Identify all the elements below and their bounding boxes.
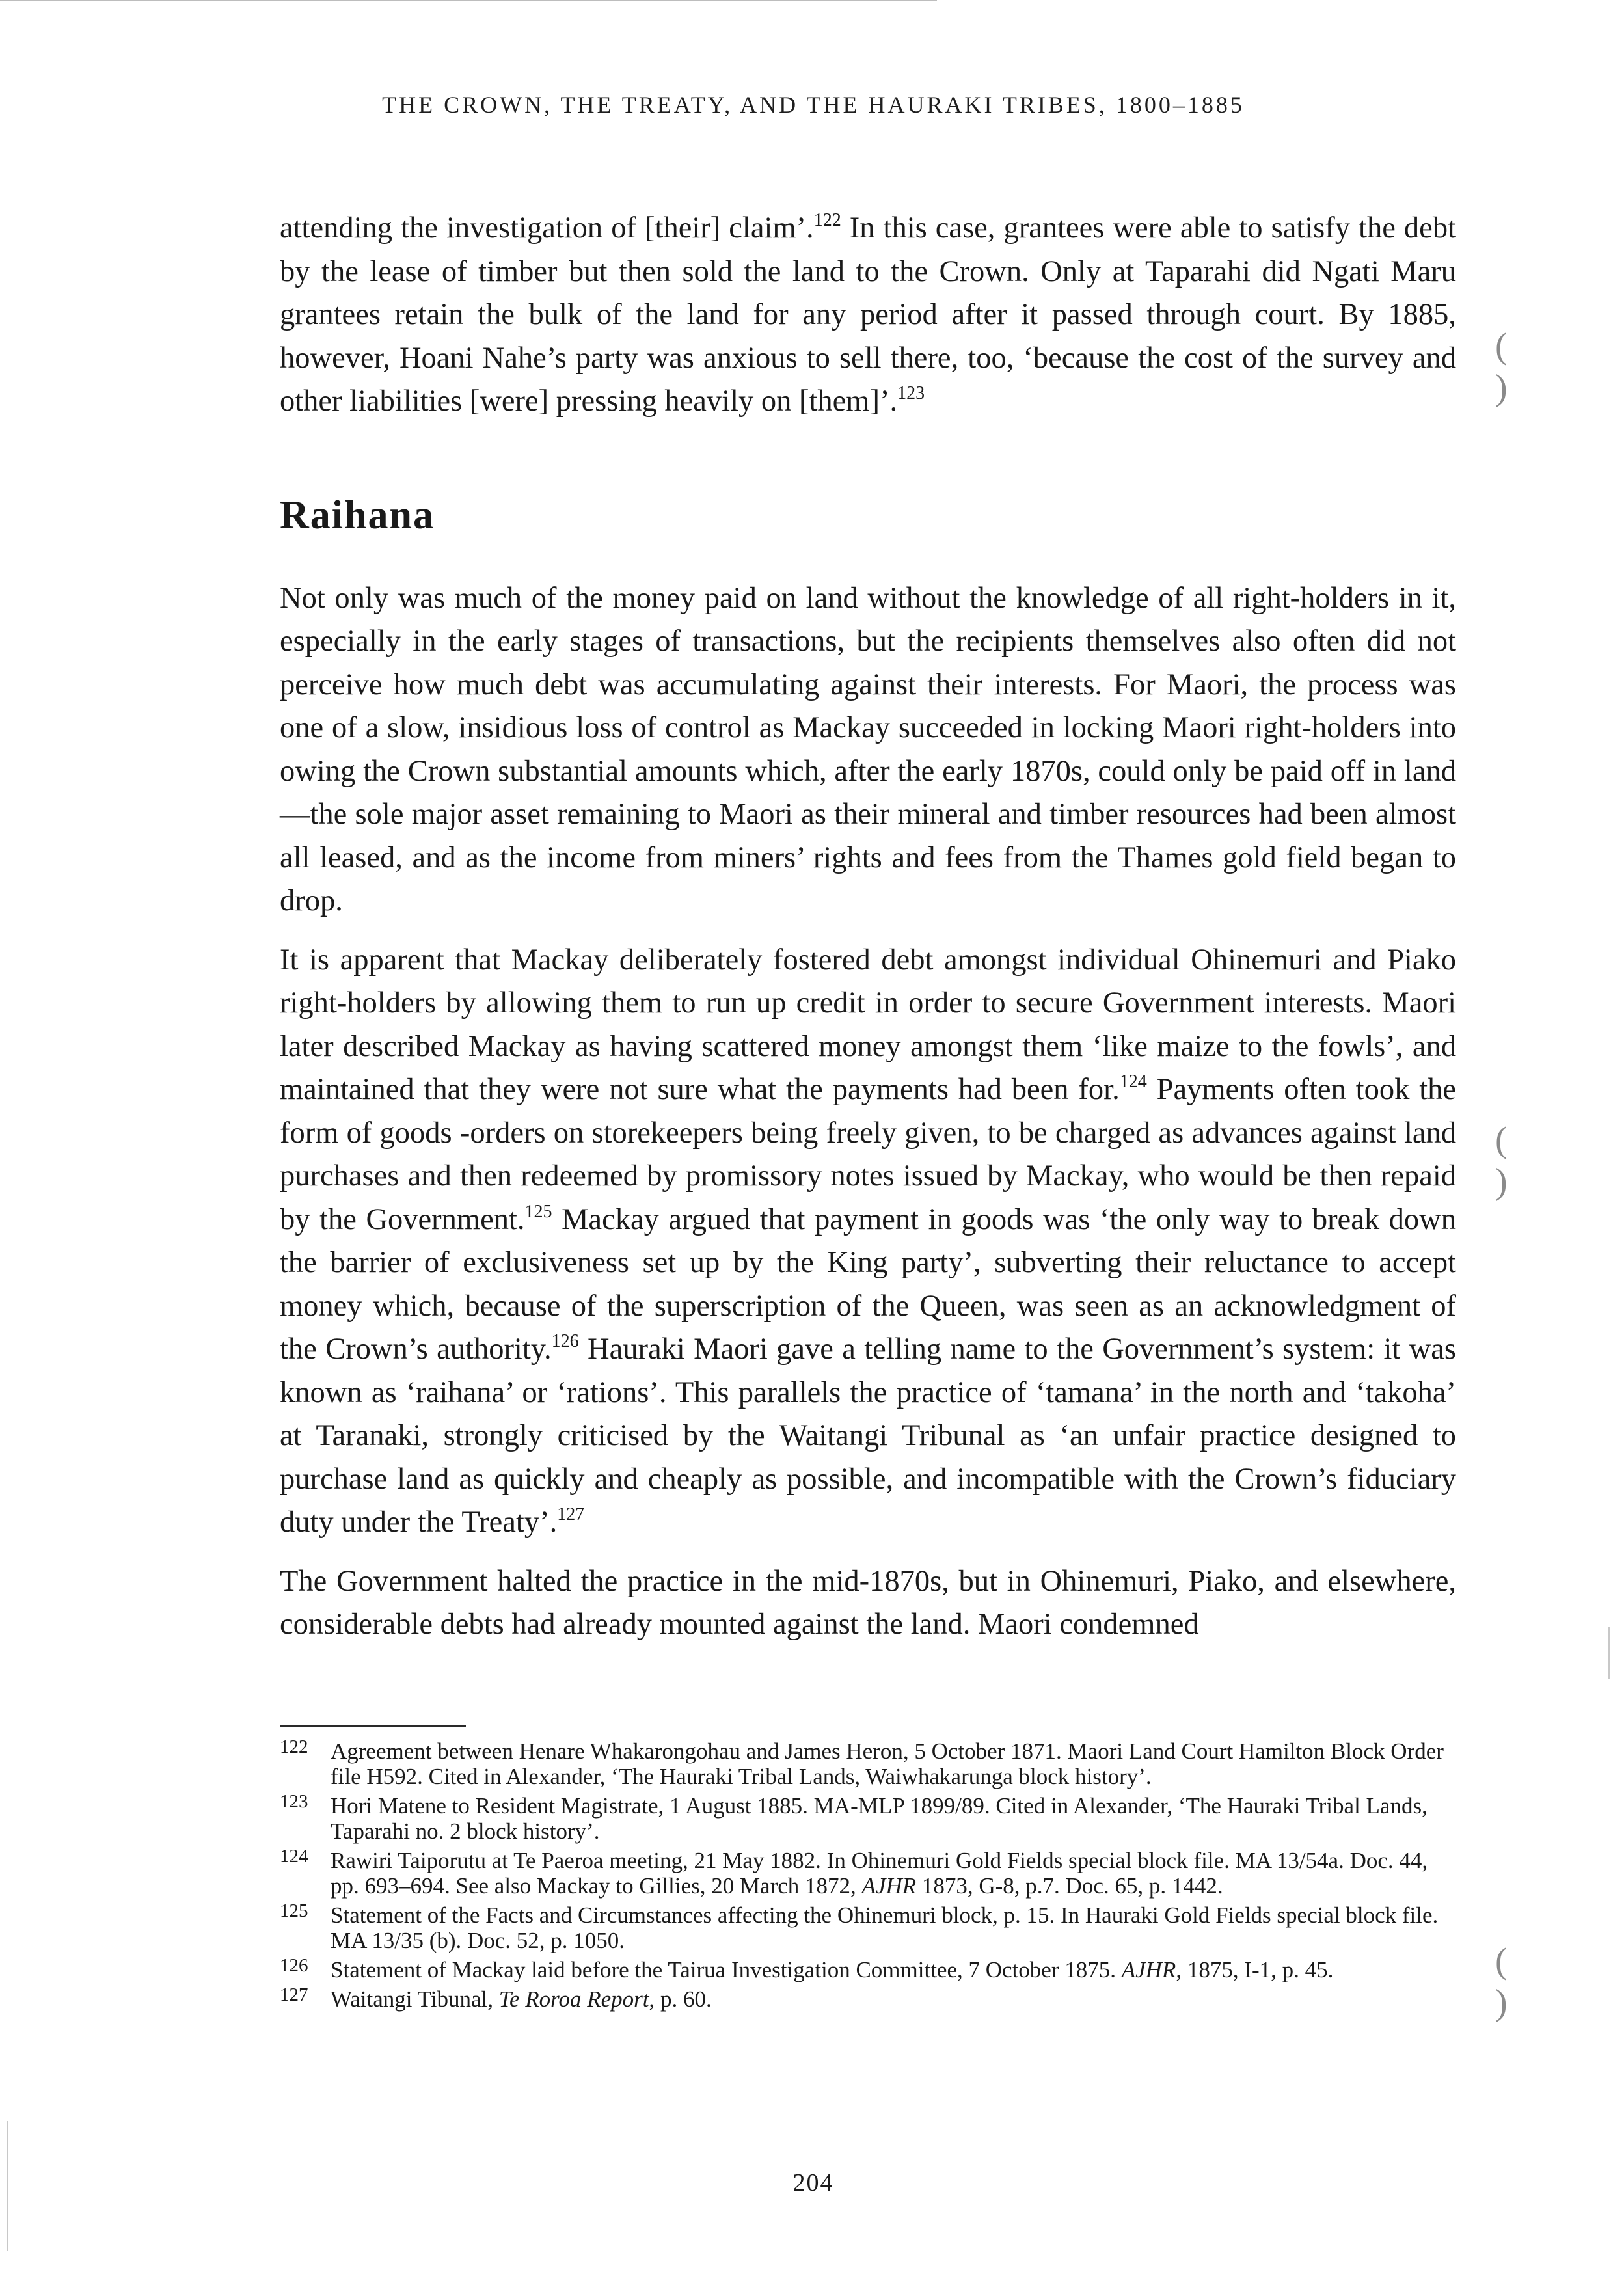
footnote-ref[interactable]: 127	[557, 1504, 585, 1524]
footnote-text: Statement of the Facts and Circumstances affecting the Ohinemuri block, p. 15. In Hauraki Gold Fields special block file. MA 13/35 (b). Doc. 52, p. 1050.	[331, 1902, 1439, 1953]
footnote-text: , p. 60.	[649, 1986, 712, 2012]
paragraph-text: attending the investigation of [their] claim’.	[280, 211, 814, 245]
paragraph-text: Mackay argued that payment in goods was ‘the only way to break down the barrier of exclusiveness set up by the King party’, subverting their reluctance to accept money which, because of the superscription of the Queen, was seen as an acknowledgment of the Crown’s authority.	[280, 1202, 1456, 1366]
footnote-text: Agreement between Henare Whakarongohau and James Heron, 5 October 1871. Maori Land Court Hamilton Block Order file H592. Cited in Alexander, ‘The Hauraki Tribal Lands, Waiwhakarunga block history’.	[331, 1738, 1444, 1789]
margin-hole-mark: ( )	[1495, 1941, 1540, 2023]
footnote-text: Rawiri Taiporutu at Te Paeroa meeting, 21 May 1882. In Ohinemuri Gold Fields special block file. MA 13/54a. Doc. 44, pp. 693–694. See also Mackay to Gillies, 20 March 1872,	[331, 1848, 1428, 1899]
footnote	[280, 1738, 1456, 1789]
section-heading: Raihana	[280, 493, 435, 537]
paragraph-continued	[280, 207, 1456, 424]
footnote-italic: AJHR	[1121, 1957, 1176, 1982]
footnote-ref[interactable]: 122	[813, 210, 841, 230]
footnote-number: 122	[280, 1737, 308, 1757]
margin-hole-mark: ( )	[1495, 1120, 1540, 1202]
footnote-italic: AJHR	[861, 1873, 917, 1899]
footnote-italic: Te Roroa Report	[498, 1986, 649, 2012]
edge-tick	[7, 2121, 8, 2251]
footnotes	[280, 1725, 1456, 2016]
paragraph-text: Hauraki Maori gave a telling name to the Government’s system: it was known as ‘raihana’ or ‘rations’. This parallels the practice of ‘tamana’ in the north and ‘takoha’ at Taranaki, strongly criticised by the Waitangi Tribunal as ‘an unfair practice designed to purchase land as quickly and cheaply as possible, and incompatible with the Crown’s fiduciary duty under the Treaty’.	[280, 1332, 1457, 1539]
paragraph-text: It is apparent that Mackay deliberately fostered debt amongst individual Ohinemuri and Piako right-holders by allowing them to run up credit in order to secure Government interests. Maori later described Mackay as having scattered money amongst them ‘like maize to the fowls’, and maintained that they were not sure what the payments had been for.	[280, 943, 1456, 1106]
paragraph: Not only was much of the money paid on land without the knowledge of all right-holders in it, especially in the early stages of transactions, but the recipients themselves also often did not perceive how much debt was accumulating against their interests. For Maori, the process was one of a slow, insidious loss of control as Mackay succeeded in locking Maori right-holders into owing the Crown substantial amounts which, after the early 1870s, could only be paid off in land—the sole major asset remaining to Maori as their mineral and timber resources had been almost all leased, and as the income from miners’ rights and fees from the Thames gold field began to drop.	[280, 581, 1456, 917]
footnote-number: 123	[280, 1791, 308, 1812]
page-number: 204	[792, 2169, 834, 2197]
footnote	[280, 1848, 1456, 1899]
footnote-rule	[280, 1725, 466, 1727]
footnote-text: Waitangi Tibunal,	[331, 1986, 499, 2012]
paragraph-text: Payments often took the form of goods -orders on storekeepers being freely given, to be charged as advances against land purchases and then redeemed by promissory notes issued by Mackay, who would be then repaid by the Government.	[280, 1073, 1457, 1236]
footnote	[280, 1793, 1456, 1844]
footnote-number: 126	[280, 1955, 308, 1976]
top-edge-rule	[0, 0, 937, 1]
footnote	[280, 1902, 1456, 1953]
running-head: THE CROWN, THE TREATY, AND THE HAURAKI TRIBES, 1800–1885	[382, 92, 1245, 118]
margin-hole-mark: ( )	[1495, 326, 1540, 408]
body-text	[280, 207, 1456, 1662]
footnote-text: , 1875, I-1, p. 45.	[1176, 1957, 1334, 1982]
footnote-number: 124	[280, 1846, 308, 1867]
footnote-ref[interactable]: 125	[524, 1201, 552, 1222]
footnote-text: Statement of Mackay laid before the Tairua Investigation Committee, 7 October 1875.	[331, 1957, 1122, 1982]
footnote-ref[interactable]: 123	[897, 383, 925, 403]
paragraph: The Government halted the practice in the mid-1870s, but in Ohinemuri, Piako, and elsewhere, considerable debts had already mounted against the land. Maori condemned	[280, 1564, 1456, 1641]
footnote-number: 125	[280, 1900, 308, 1921]
paragraph	[280, 939, 1456, 1545]
footnote-number: 127	[280, 1984, 308, 2005]
footnote-ref[interactable]: 126	[551, 1331, 579, 1351]
footnote-text: 1873, G-8, p.7. Doc. 65, p. 1442.	[916, 1873, 1223, 1899]
footnote	[280, 1986, 1456, 2012]
paragraph-text: In this case, grantees were able to satisfy the debt by the lease of timber but then sold the land to the Crown. Only at Taparahi did Ngati Maru grantees retain the bulk of the land for any period after it passed through court. By 1885, however, Hoani Nahe’s party was anxious to sell there, too, ‘because the cost of the survey and other liabilities [were] pressing heavily on [them]’.	[280, 211, 1456, 418]
footnote-text: Hori Matene to Resident Magistrate, 1 August 1885. MA-MLP 1899/89. Cited in Alexander, ‘The Hauraki Tribal Lands, Taparahi no. 2 block history’.	[331, 1793, 1428, 1844]
footnote	[280, 1957, 1456, 1982]
footnote-ref[interactable]: 124	[1119, 1072, 1147, 1092]
edge-tick	[1608, 1627, 1610, 1679]
